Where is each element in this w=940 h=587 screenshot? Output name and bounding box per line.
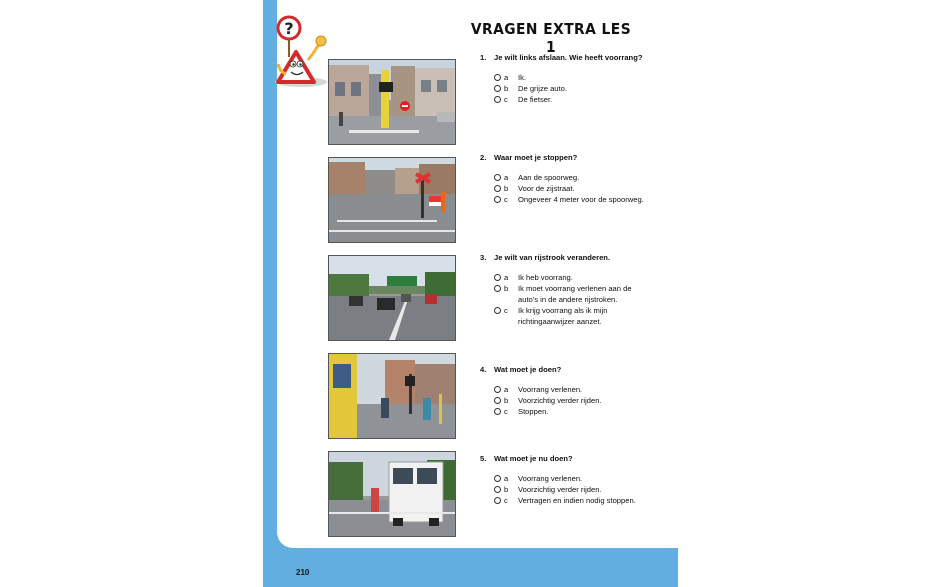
question-number: 3.	[480, 253, 487, 262]
question-2	[480, 152, 650, 205]
radio-circle-icon[interactable]	[494, 397, 501, 404]
radio-circle-icon[interactable]	[494, 74, 501, 81]
answer-option-c[interactable]: c Ik krijg voorrang als ik mijn richtingaanwijzer aanzet.	[480, 305, 650, 327]
answer-option-a[interactable]: a Aan de spoorweg.	[480, 172, 650, 183]
answer-option-a[interactable]: a Ik.	[480, 72, 650, 83]
radio-circle-icon[interactable]	[494, 85, 501, 92]
photo-question-3-highway	[328, 255, 456, 341]
radio-circle-icon[interactable]	[494, 475, 501, 482]
answer-option-b[interactable]: b Voorzichtig verder rijden.	[480, 395, 650, 406]
svg-text:?: ?	[284, 19, 294, 38]
photo-question-2-railway-crossing	[328, 157, 456, 243]
radio-circle-icon[interactable]	[494, 408, 501, 415]
answer-option-c[interactable]: c Ongeveer 4 meter voor de spoorweg.	[480, 194, 650, 205]
photo-question-1-intersection	[328, 59, 456, 145]
radio-circle-icon[interactable]	[494, 386, 501, 393]
answer-option-b[interactable]: b De grijze auto.	[480, 83, 650, 94]
answer-option-c[interactable]: c Vertragen en indien nodig stoppen.	[480, 495, 650, 506]
question-text: Waar moet je stoppen?	[494, 153, 578, 162]
page-title: VRAGEN EXTRA LES 1	[470, 20, 632, 56]
radio-circle-icon[interactable]	[494, 307, 501, 314]
question-text: Je wilt links afslaan. Wie heeft voorrang?	[494, 53, 643, 62]
answer-option-c[interactable]: c De fietser.	[480, 94, 650, 105]
question-number: 5.	[480, 454, 487, 463]
question-mark-traffic-sign-mascot-icon	[268, 14, 334, 88]
answer-option-a[interactable]: a Voorrang verlenen.	[480, 473, 650, 484]
answer-option-a[interactable]: a Ik heb voorrang.	[480, 272, 650, 283]
radio-circle-icon[interactable]	[494, 497, 501, 504]
question-number: 4.	[480, 365, 487, 374]
question-text: Je wilt van rijstrook veranderen.	[494, 253, 611, 262]
radio-circle-icon[interactable]	[494, 174, 501, 181]
page-number: 210	[296, 568, 310, 577]
question-text: Wat moet je doen?	[494, 365, 562, 374]
radio-circle-icon[interactable]	[494, 196, 501, 203]
radio-circle-icon[interactable]	[494, 185, 501, 192]
question-3	[480, 252, 650, 327]
question-number: 2.	[480, 153, 487, 162]
photo-question-5-van-pedestrian	[328, 451, 456, 537]
answer-option-b[interactable]: b Voorzichtig verder rijden.	[480, 484, 650, 495]
question-4	[480, 364, 650, 417]
radio-circle-icon[interactable]	[494, 274, 501, 281]
question-text: Wat moet je nu doen?	[494, 454, 573, 463]
answer-option-a[interactable]: a Voorrang verlenen.	[480, 384, 650, 395]
answer-option-b[interactable]: b Ik moet voorrang verlenen aan de auto's in de andere rijstroken.	[480, 283, 650, 305]
radio-circle-icon[interactable]	[494, 285, 501, 292]
photo-question-4-tram-crossing	[328, 353, 456, 439]
question-number: 1.	[480, 53, 487, 62]
radio-circle-icon[interactable]	[494, 486, 501, 493]
answer-option-b[interactable]: b Voor de zijstraat.	[480, 183, 650, 194]
question-5	[480, 453, 650, 506]
question-1	[480, 52, 650, 105]
radio-circle-icon[interactable]	[494, 96, 501, 103]
answer-option-c[interactable]: c Stoppen.	[480, 406, 650, 417]
